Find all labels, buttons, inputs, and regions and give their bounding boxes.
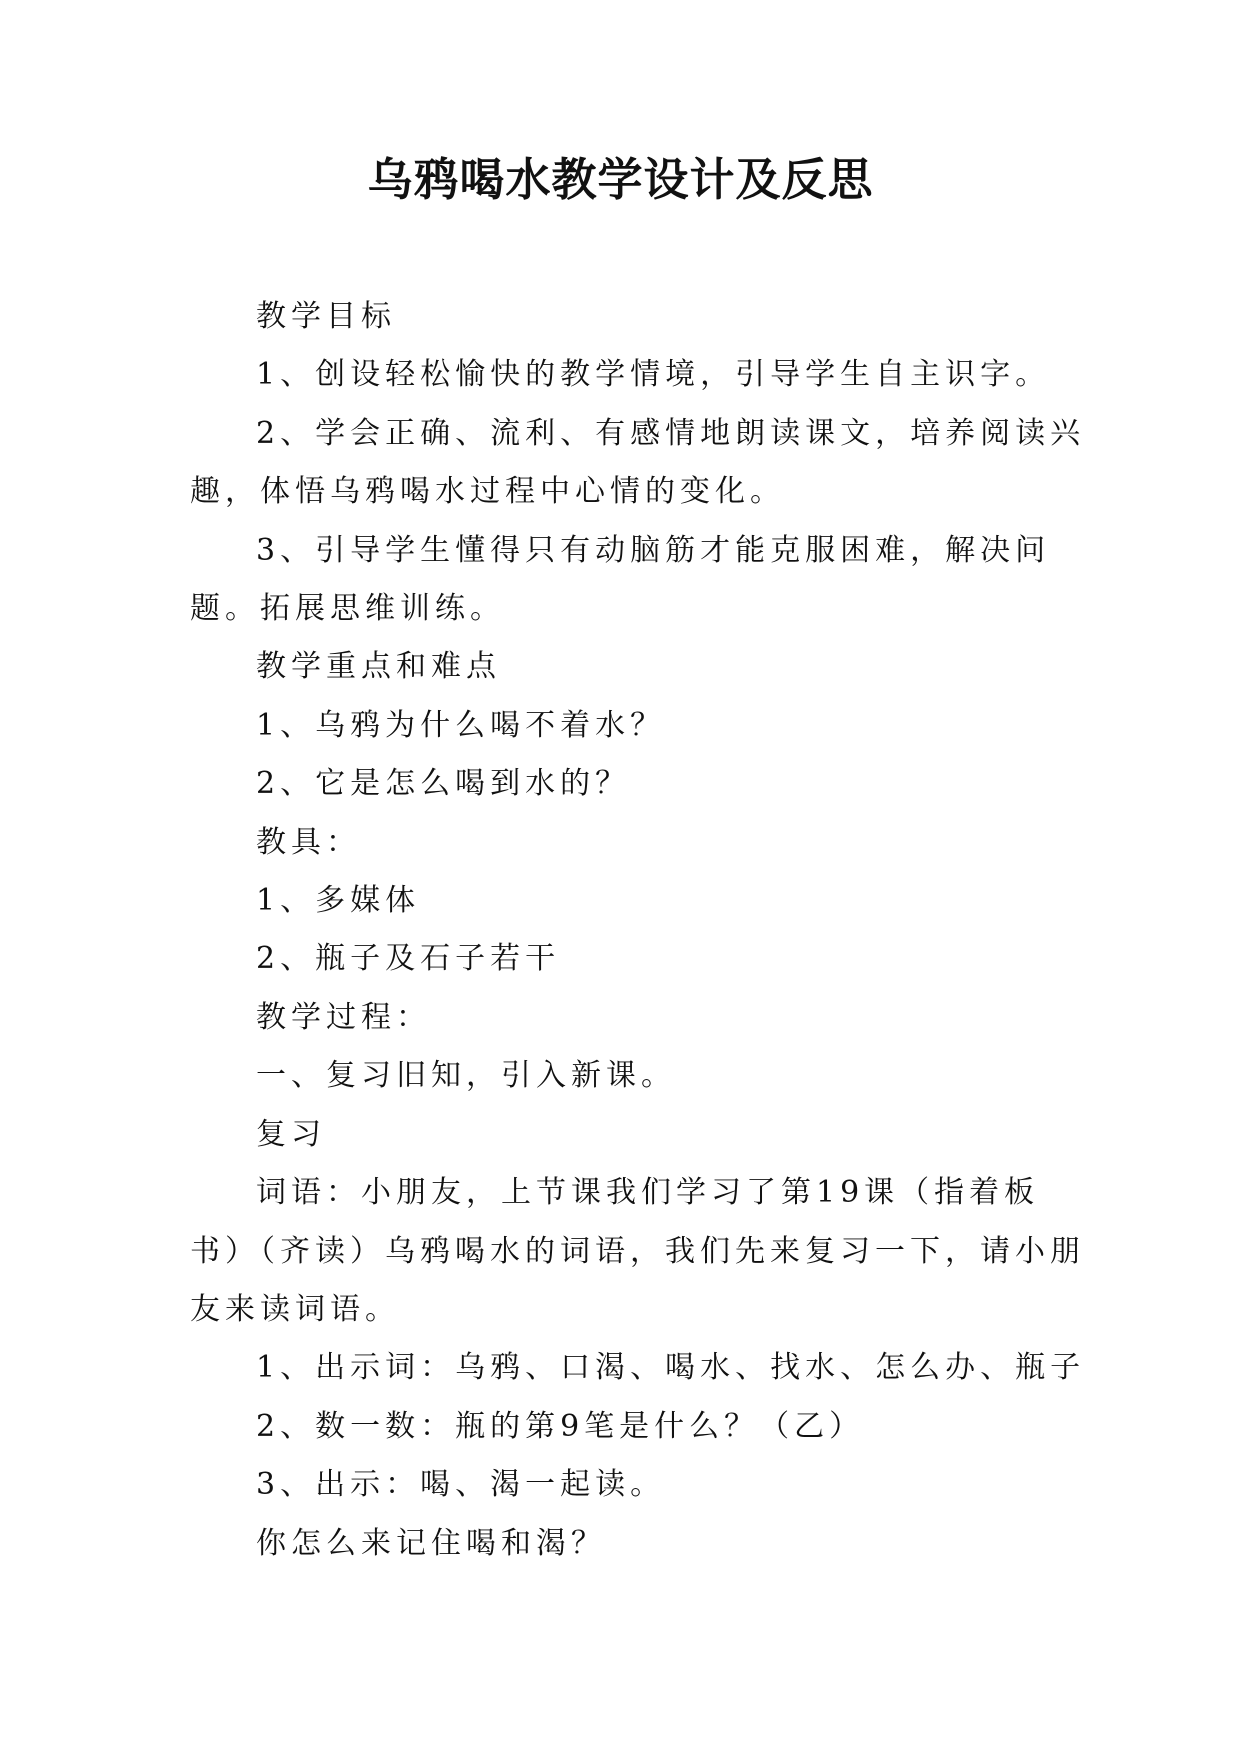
material-item-1: 1、多媒体 xyxy=(256,883,421,919)
section-heading-process: 教学过程： xyxy=(256,999,431,1035)
section-heading-key-points: 教学重点和难点 xyxy=(256,649,501,685)
document-body xyxy=(190,288,1090,1573)
material-item-2: 2、瓶子及石子若干 xyxy=(256,941,561,977)
review-item-2: 2、数一数：瓶的第9笔是什么？（乙） xyxy=(256,1408,865,1444)
key-point-item-2: 2、它是怎么喝到水的？ xyxy=(256,766,631,802)
goal-item-2: 2、学会正确、流利、有感情地朗读课文，培养阅读兴趣，体悟乌鸦喝水过程中心情的变化。 xyxy=(190,415,1086,510)
review-paragraph: 词语：小朋友，上节课我们学习了第19课（指着板书）（齐读）乌鸦喝水的词语，我们先来复习一下，请小朋友来读词语。 xyxy=(190,1175,1085,1327)
review-item-3: 3、出示：喝、渴一起读。 xyxy=(256,1467,666,1503)
review-question: 你怎么来记住喝和渴？ xyxy=(256,1525,606,1561)
review-item-1: 1、出示词：乌鸦、口渴、喝水、找水、怎么办、瓶子 xyxy=(256,1350,1086,1386)
key-point-item-1: 1、乌鸦为什么喝不着水？ xyxy=(256,707,666,743)
section-heading-materials: 教具： xyxy=(256,824,361,860)
goal-item-1: 1、创设轻松愉快的教学情境，引导学生自主识字。 xyxy=(256,357,1051,393)
document-title: 乌鸦喝水教学设计及反思 xyxy=(367,153,874,206)
subheading-review: 复习 xyxy=(256,1116,326,1152)
goal-item-3: 3、引导学生懂得只有动脑筋才能克服困难，解决问题。拓展思维训练。 xyxy=(190,532,1051,627)
process-step-1: 一、复习旧知，引入新课。 xyxy=(256,1058,676,1094)
section-heading-goals: 教学目标 xyxy=(256,299,396,334)
